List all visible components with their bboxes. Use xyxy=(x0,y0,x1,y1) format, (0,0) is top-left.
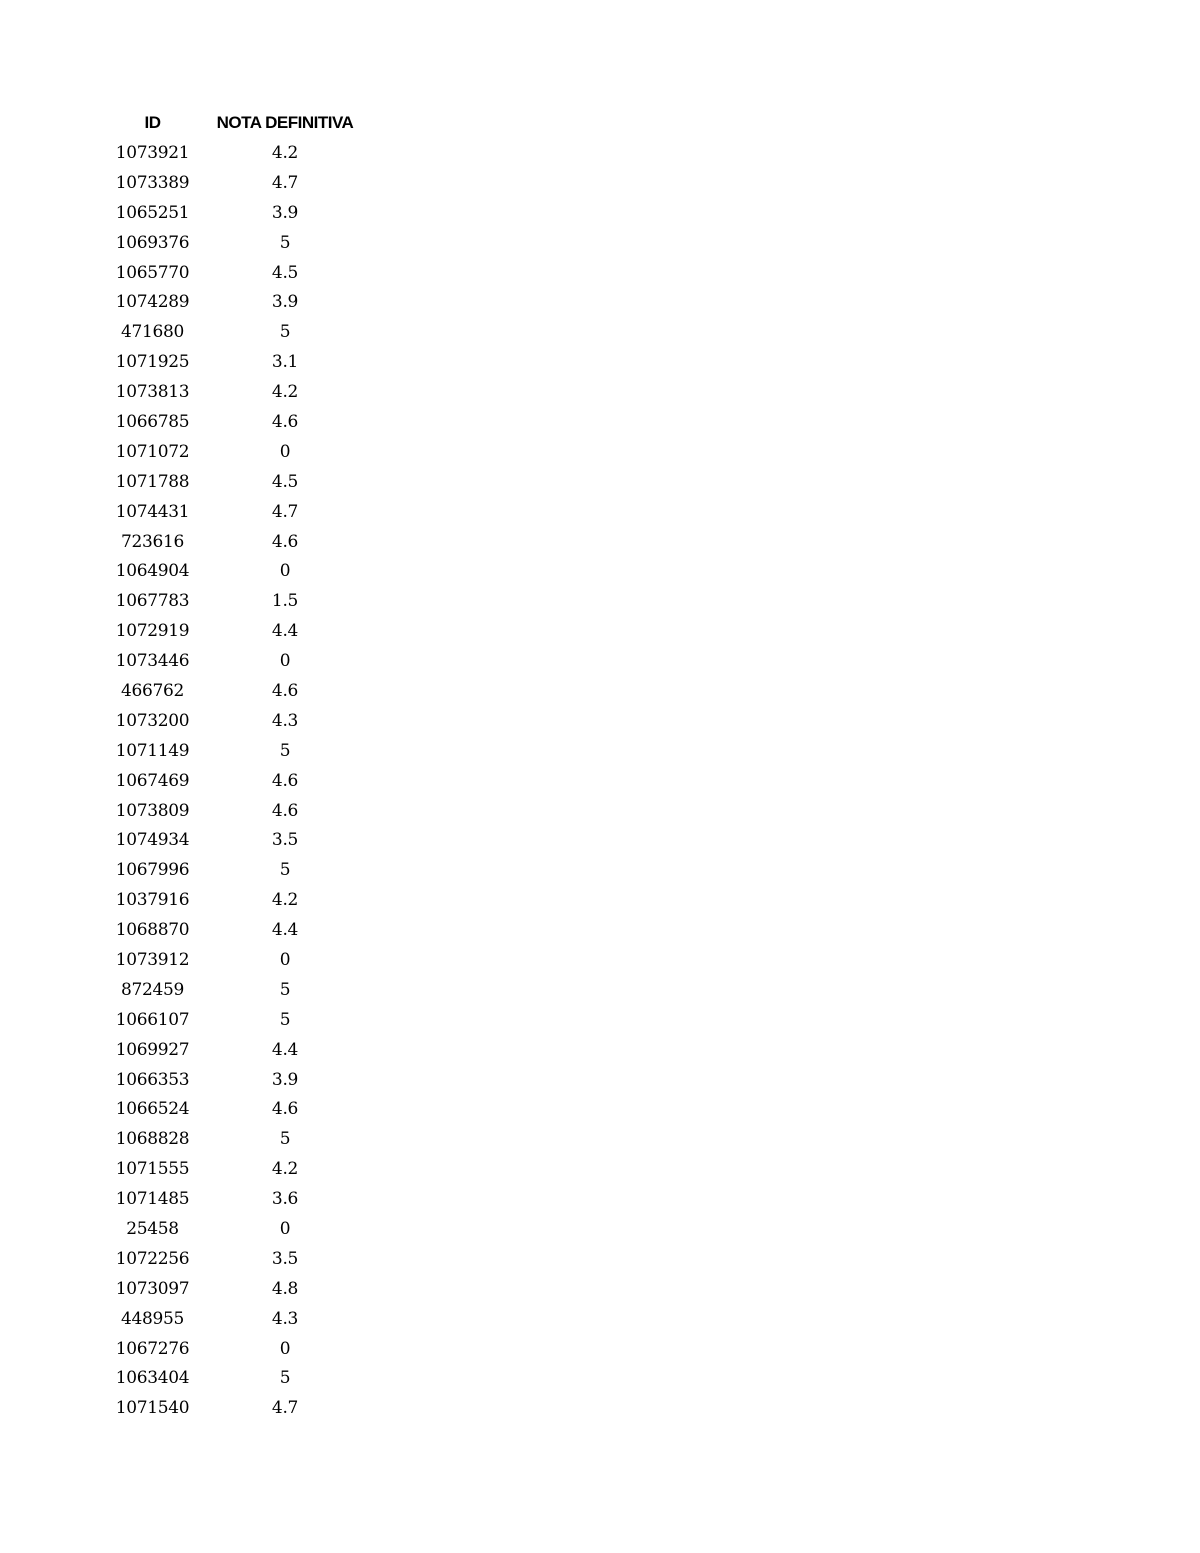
cell-id: 1065251 xyxy=(115,202,190,223)
table-row xyxy=(96,138,361,168)
table-row xyxy=(96,975,361,1005)
table-row xyxy=(96,766,361,796)
cell-nota-definitiva: 5 xyxy=(279,322,291,343)
cell-nota-definitiva: 3.5 xyxy=(271,830,299,851)
table-row xyxy=(96,1035,361,1065)
cell-nota-definitiva: 4.7 xyxy=(271,172,299,193)
cell-id: 1066785 xyxy=(115,411,190,432)
cell-nota-definitiva: 4.2 xyxy=(271,1159,299,1180)
cell-nota-definitiva: 4.2 xyxy=(271,890,299,911)
table-row xyxy=(96,1364,361,1394)
table-row xyxy=(96,586,361,616)
cell-nota-definitiva: 5 xyxy=(279,1009,291,1030)
cell-id: 1068870 xyxy=(115,920,190,941)
table-row xyxy=(96,915,361,945)
cell-id: 466762 xyxy=(120,680,185,701)
cell-id: 1074289 xyxy=(115,292,190,313)
cell-id: 1073200 xyxy=(115,710,190,731)
table-row xyxy=(96,317,361,347)
cell-id: 1069927 xyxy=(115,1039,190,1060)
cell-nota-definitiva: 4.6 xyxy=(271,800,299,821)
cell-id: 1068828 xyxy=(115,1129,190,1150)
table-row xyxy=(96,407,361,437)
cell-id: 25458 xyxy=(126,1219,179,1239)
table-row xyxy=(96,646,361,676)
table-row xyxy=(96,1334,361,1364)
cell-id: 1065770 xyxy=(115,262,190,283)
cell-id: 1073389 xyxy=(115,172,190,193)
cell-id: 1071925 xyxy=(115,352,190,373)
table-row xyxy=(96,945,361,975)
cell-nota-definitiva: 4.4 xyxy=(271,1039,299,1060)
cell-id: 1066353 xyxy=(115,1069,190,1090)
table-row xyxy=(96,497,361,527)
table-row xyxy=(96,556,361,586)
table-row xyxy=(96,1214,361,1244)
cell-nota-definitiva: 0 xyxy=(279,651,291,672)
cell-nota-definitiva: 3.9 xyxy=(271,1069,299,1090)
table-row xyxy=(96,706,361,736)
table-row xyxy=(96,228,361,258)
cell-nota-definitiva: 0 xyxy=(279,441,291,462)
cell-id: 1074431 xyxy=(115,501,190,522)
cell-id: 872459 xyxy=(120,979,185,1000)
cell-id: 1072919 xyxy=(115,621,190,642)
table-row xyxy=(96,796,361,826)
cell-id: 471680 xyxy=(120,322,185,343)
table-row xyxy=(96,1274,361,1304)
table-row xyxy=(96,168,361,198)
table-row xyxy=(96,1244,361,1274)
cell-id: 1063404 xyxy=(115,1368,190,1389)
column-header-nota-definitiva: NOTA DEFINITIVA xyxy=(216,113,354,132)
table-row xyxy=(96,198,361,228)
cell-nota-definitiva: 4.2 xyxy=(271,142,299,163)
table-header-row xyxy=(96,108,361,138)
cell-nota-definitiva: 4.8 xyxy=(271,1278,299,1299)
cell-id: 1064904 xyxy=(115,561,190,582)
cell-nota-definitiva: 4.6 xyxy=(271,531,299,552)
cell-nota-definitiva: 4.3 xyxy=(271,710,299,731)
table-row xyxy=(96,1095,361,1125)
cell-id: 1073921 xyxy=(115,142,190,163)
cell-id: 1071485 xyxy=(115,1189,190,1210)
cell-id: 448955 xyxy=(120,1308,185,1329)
cell-nota-definitiva: 3.1 xyxy=(271,352,299,373)
table-row xyxy=(96,1005,361,1035)
cell-nota-definitiva: 4.7 xyxy=(271,1398,299,1419)
cell-id: 1067996 xyxy=(115,860,190,881)
cell-nota-definitiva: 5 xyxy=(279,740,291,761)
cell-id: 1071072 xyxy=(115,441,190,462)
cell-nota-definitiva: 3.6 xyxy=(271,1189,299,1210)
cell-nota-definitiva: 1.5 xyxy=(271,591,299,612)
cell-id: 1067276 xyxy=(115,1338,190,1359)
cell-nota-definitiva: 5 xyxy=(279,1129,291,1150)
cell-id: 1073446 xyxy=(115,651,190,672)
cell-id: 1071149 xyxy=(115,740,190,761)
cell-id: 1069376 xyxy=(115,232,190,253)
table-row xyxy=(96,855,361,885)
table-row xyxy=(96,1154,361,1184)
table-row xyxy=(96,1304,361,1334)
table-row xyxy=(96,258,361,288)
table-row xyxy=(96,287,361,317)
cell-nota-definitiva: 4.7 xyxy=(271,501,299,522)
cell-id: 1071555 xyxy=(115,1159,190,1180)
table-row xyxy=(96,1393,361,1423)
cell-nota-definitiva: 4.4 xyxy=(271,621,299,642)
table-row xyxy=(96,347,361,377)
cell-id: 1067469 xyxy=(115,770,190,791)
table-row xyxy=(96,736,361,766)
cell-id: 1066524 xyxy=(115,1099,190,1120)
cell-nota-definitiva: 3.9 xyxy=(271,292,299,313)
cell-id: 1071788 xyxy=(115,471,190,492)
cell-id: 1073809 xyxy=(115,800,190,821)
cell-nota-definitiva: 5 xyxy=(279,860,291,881)
cell-id: 1074934 xyxy=(115,830,190,851)
table-body xyxy=(96,138,361,1423)
cell-nota-definitiva: 0 xyxy=(279,949,291,970)
table-row xyxy=(96,676,361,706)
column-header-id: ID xyxy=(144,113,161,132)
table-row xyxy=(96,527,361,557)
cell-nota-definitiva: 4.4 xyxy=(271,920,299,941)
cell-nota-definitiva: 4.5 xyxy=(271,262,299,283)
cell-nota-definitiva: 3.5 xyxy=(271,1248,299,1269)
cell-nota-definitiva: 4.6 xyxy=(271,411,299,432)
cell-id: 1071540 xyxy=(115,1398,190,1419)
cell-nota-definitiva: 3.9 xyxy=(271,202,299,223)
cell-nota-definitiva: 4.6 xyxy=(271,680,299,701)
grades-table xyxy=(96,108,361,1423)
cell-id: 1073097 xyxy=(115,1278,190,1299)
cell-nota-definitiva: 4.6 xyxy=(271,1099,299,1120)
table-row xyxy=(96,885,361,915)
cell-nota-definitiva: 0 xyxy=(279,1338,291,1359)
cell-id: 1037916 xyxy=(115,890,190,911)
cell-id: 1073813 xyxy=(115,382,190,403)
cell-nota-definitiva: 5 xyxy=(279,232,291,253)
table-row xyxy=(96,467,361,497)
table-row xyxy=(96,377,361,407)
cell-id: 1067783 xyxy=(115,591,190,612)
cell-nota-definitiva: 0 xyxy=(279,1219,291,1239)
cell-id: 1072256 xyxy=(115,1248,190,1269)
cell-nota-definitiva: 4.5 xyxy=(271,471,299,492)
table-row xyxy=(96,437,361,467)
cell-id: 1066107 xyxy=(115,1009,190,1030)
cell-nota-definitiva: 0 xyxy=(279,561,291,582)
cell-nota-definitiva: 5 xyxy=(279,979,291,1000)
cell-nota-definitiva: 5 xyxy=(279,1368,291,1389)
table-row xyxy=(96,1124,361,1154)
cell-nota-definitiva: 4.3 xyxy=(271,1308,299,1329)
table-row xyxy=(96,1065,361,1095)
table-row xyxy=(96,825,361,855)
cell-id: 1073912 xyxy=(115,949,190,970)
cell-nota-definitiva: 4.6 xyxy=(271,770,299,791)
cell-nota-definitiva: 4.2 xyxy=(271,382,299,403)
table-row xyxy=(96,1184,361,1214)
table-row xyxy=(96,616,361,646)
cell-id: 723616 xyxy=(120,531,185,552)
